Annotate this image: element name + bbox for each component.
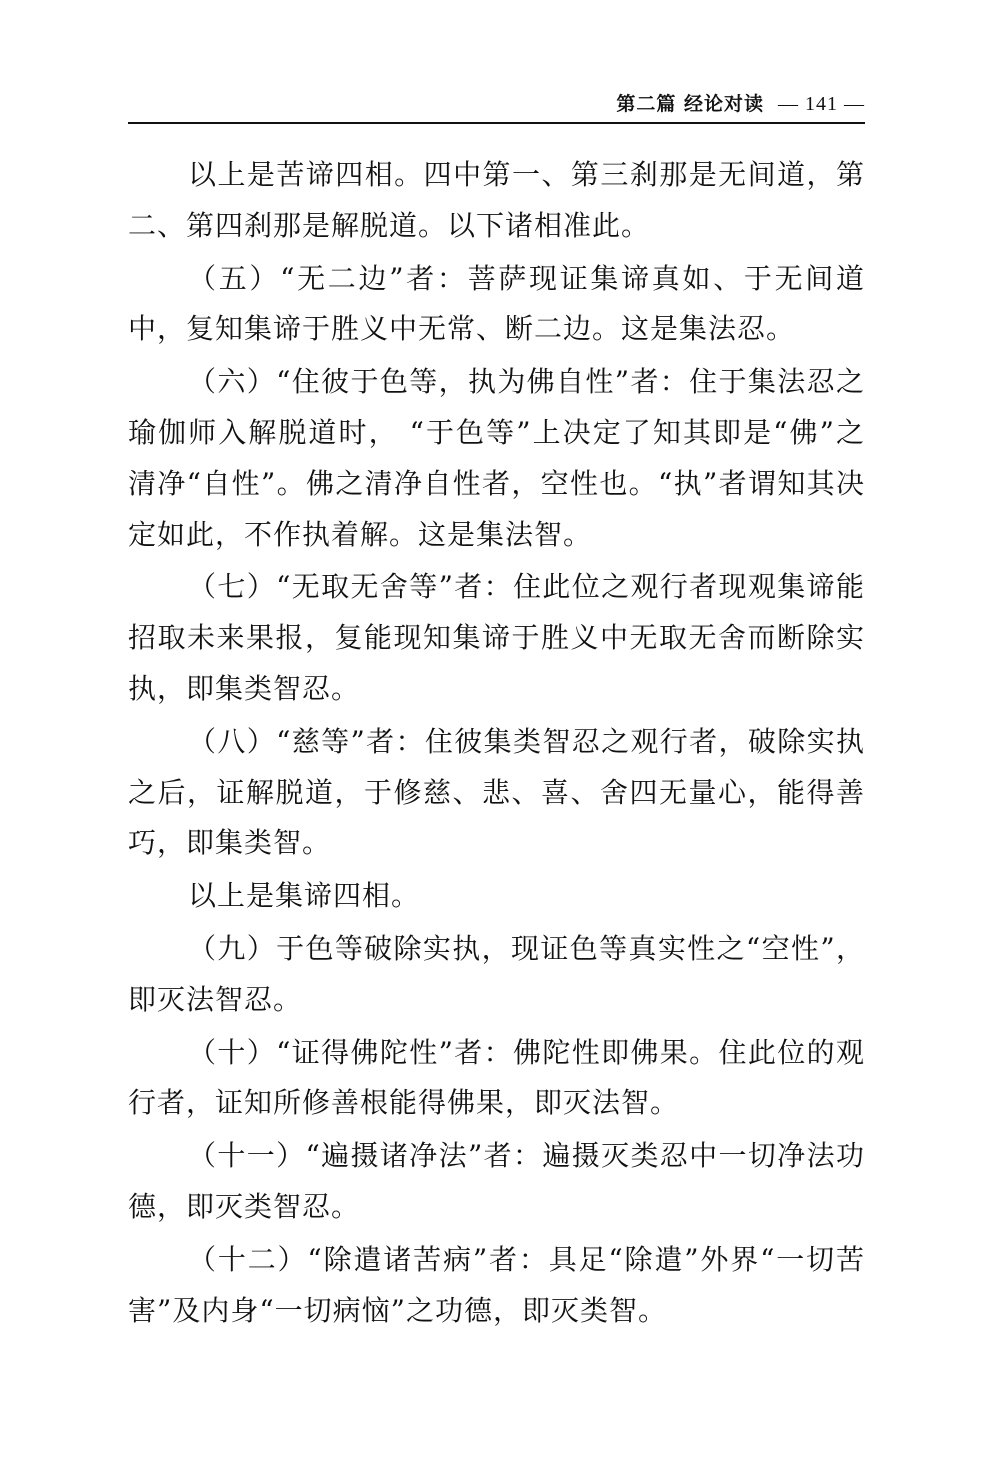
main-text xyxy=(128,150,865,1338)
paragraph-summary-suffering: 以上是苦谛四相。四中第一、第三刹那是无间道，第二、第四刹那是解脱道。以下诸相准此。 xyxy=(128,158,865,242)
paragraph-11: （十一）“遍摄诸净法”者：遍摄灭类忍中一切净法功德，即灭类智忍。 xyxy=(128,1139,865,1223)
paragraph-10: （十）“证得佛陀性”者：佛陀性即佛果。住此位的观行者，证知所修善根能得佛果，即灭法智。 xyxy=(128,1035,865,1120)
paragraph-6: （六）“住彼于色等，执为佛自性”者：住于集法忍之瑜伽师入解脱道时， “于色等”上决定了知其即是“佛”之清净“自性”。佛之清净自性者，空性也。“执”者谓知其决定如此，不作执着解。这是集法智。 xyxy=(128,365,865,551)
page-number: — 141 — xyxy=(778,93,865,115)
chapter-title: 第二篇 经论对读 xyxy=(616,93,764,115)
paragraph-12: （十二）“除遣诸苦病”者：具足“除遣”外界“一切苦害”及内身“一切病恼”之功德，即灭类智。 xyxy=(128,1242,865,1327)
paragraph-9: （九）于色等破除实执，现证色等真实性之“空性”，即灭法智忍。 xyxy=(128,931,865,1016)
running-header xyxy=(128,86,865,124)
paragraph-8: （八）“慈等”者：住彼集类智忍之观行者，破除实执之后，证解脱道，于修慈、悲、喜、舍四无量心，能得善巧，即集类智。 xyxy=(128,724,865,860)
paragraph-7: （七）“无取无舍等”者：住此位之观行者现观集谛能招取未来果报，复能现知集谛于胜义中无取无舍而断除实执，即集类智忍。 xyxy=(128,570,865,705)
paragraph-5: （五）“无二边”者：菩萨现证集谛真如、于无间道中，复知集谛于胜义中无常、断二边。这是集法忍。 xyxy=(128,261,865,346)
paragraph-summary-origin: 以上是集谛四相。 xyxy=(188,879,421,913)
